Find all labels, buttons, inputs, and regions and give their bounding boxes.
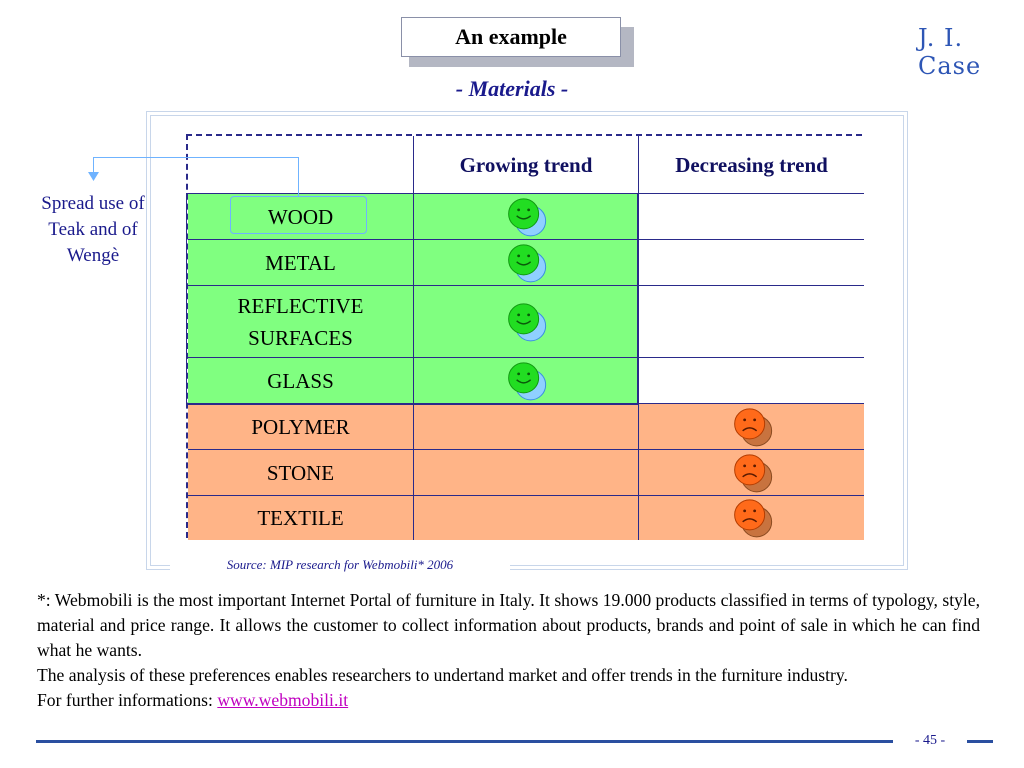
decreasing-cell [639, 286, 864, 358]
materials-table [186, 134, 862, 538]
header-growing-trend: Growing trend [414, 136, 639, 194]
growing-cell [414, 404, 639, 450]
material-cell: POLYMER [188, 404, 414, 450]
side-note: Spread use of Teak and of Wengè [41, 193, 145, 266]
decreasing-cell [639, 496, 864, 540]
growing-cell [414, 240, 639, 286]
paragraph-1: *: Webmobili is the most important Internet Portal of furniture in Italy. It shows 19.000 products classified in terms of typology, style, material and price range. It allows the customer to collect information about products, brands and point of sale in which he can find what he wants. [37, 590, 980, 660]
material-cell: TEXTILE [188, 496, 414, 540]
connector-line [93, 157, 299, 158]
happy-face-icon [507, 360, 551, 402]
decreasing-cell [639, 240, 864, 286]
arrow-down-icon [88, 172, 99, 182]
sad-face-icon [732, 452, 776, 494]
description-text [37, 588, 980, 713]
decreasing-cell [639, 358, 864, 404]
happy-face-icon [507, 301, 551, 343]
growing-cell [414, 450, 639, 496]
material-cell: GLASS [188, 358, 414, 404]
growing-cell [414, 496, 639, 540]
material-cell: STONE [188, 450, 414, 496]
table-header-blank [188, 136, 414, 194]
header-decreasing-trend: Decreasing trend [639, 136, 864, 194]
sad-face-icon [732, 406, 776, 448]
sad-face-icon [732, 498, 776, 540]
connector-line [298, 157, 299, 196]
growing-cell [414, 286, 639, 358]
paragraph-3 [37, 688, 980, 713]
page-number: - 45 - [914, 733, 946, 748]
decreasing-cell [639, 194, 864, 240]
source-caption: Source: MIP research for Webmobili* 2006 [226, 557, 454, 572]
footer-line-end [967, 740, 993, 743]
decreasing-cell [639, 404, 864, 450]
paragraph-2: The analysis of these preferences enables researchers to undertand market and offer trends in the furniture industry. [37, 665, 848, 685]
decreasing-cell [639, 450, 864, 496]
slide-title: An example [401, 17, 621, 57]
slide-subtitle: - Materials - [455, 76, 569, 101]
company-logo: J. I. Case [918, 24, 982, 80]
happy-face-icon [507, 196, 551, 238]
material-cell: WOOD [188, 194, 414, 240]
webmobili-link[interactable]: www.webmobili.it [217, 690, 349, 710]
growing-cell [414, 358, 639, 404]
wood-highlight-box [230, 196, 367, 234]
growing-cell [414, 194, 639, 240]
material-cell: METAL [188, 240, 414, 286]
further-info-label: For further informations: [37, 690, 218, 710]
happy-face-icon [507, 242, 551, 284]
material-cell: REFLECTIVE SURFACES [188, 286, 414, 358]
footer-line [36, 740, 893, 743]
